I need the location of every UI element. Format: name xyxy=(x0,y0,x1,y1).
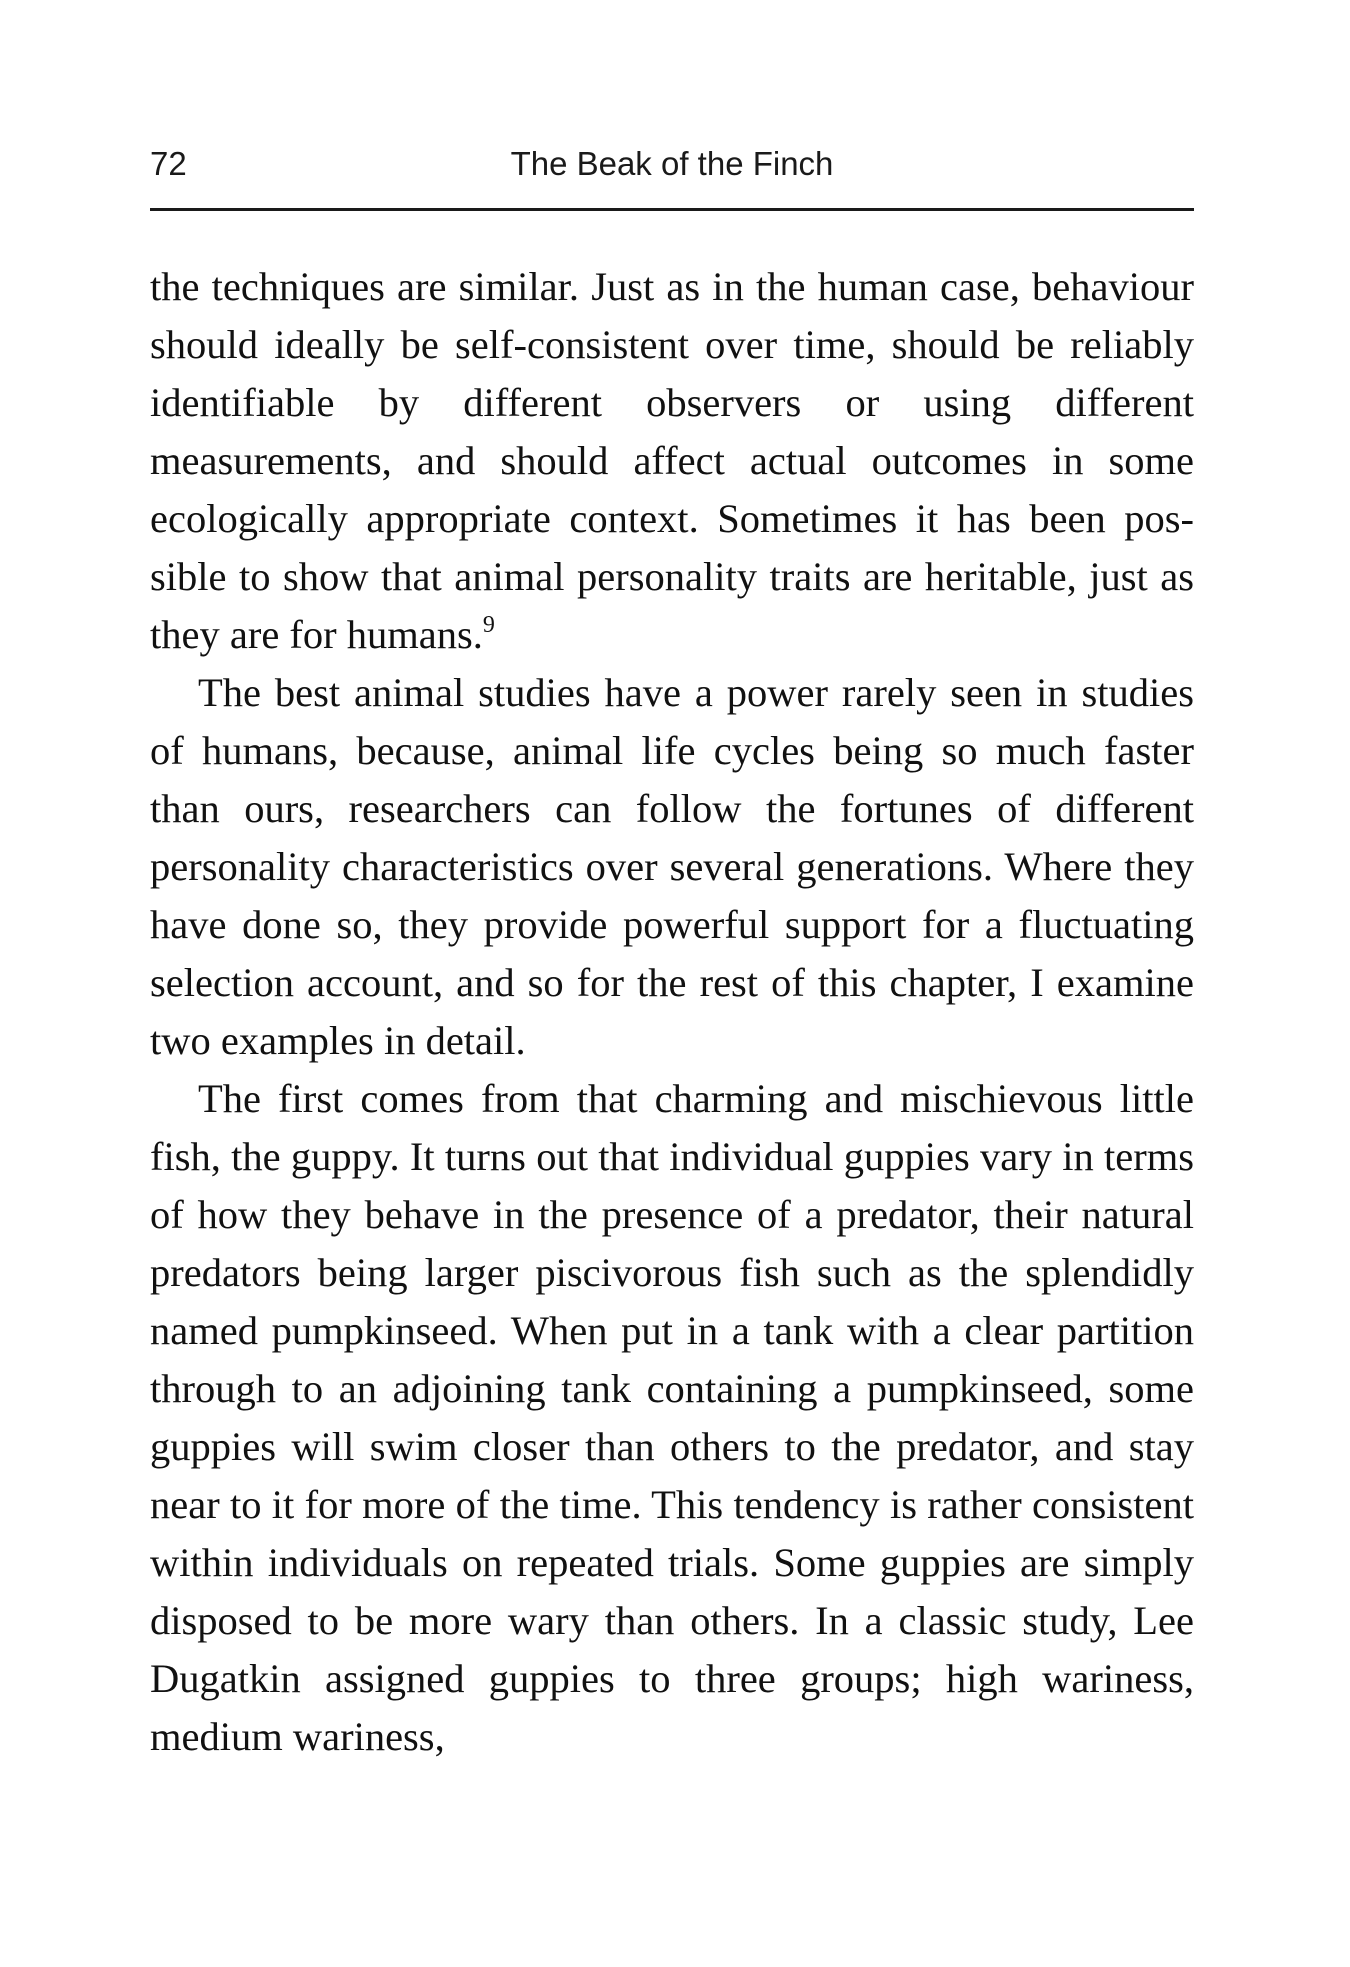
paragraph-2-text: The best animal studies have a power rarely seen in studies of humans, because, animal life cycles being so much faster than ours, researchers can follow the fortunes of different personality characteristics over several generations. Where they have done so, they provide powerful support for a fluctuating selection account, and so for the rest of this chapter, I examine two examples in detail. xyxy=(150,670,1194,1063)
paragraph-1-text: the techniques are similar. Just as in the human case, behaviour should ideally be self-consistent over time, should be reliably identifiable by different observers or using different measurements, and should affect actual outcomes in some ecologically appropriate context. Sometimes it has been possible to show that animal personality traits are heritable, just as they are for humans. xyxy=(150,264,1194,657)
page-number: 72 xyxy=(150,145,187,182)
running-header xyxy=(150,140,1194,188)
paragraph-1 xyxy=(150,258,1194,664)
paragraph-3-text: The first comes from that charming and mischievous little fish, the guppy. It turns out that individual guppies vary in terms of how they behave in the presence of a predator, their natural predators being larger piscivorous fish such as the splendidly named pumpkinseed. When put in a tank with a clear partition through to an adjoining tank containing a pumpkinseed, some guppies will swim closer than others to the predator, and stay near to it for more of the time. This tendency is rather consistent within individuals on repeated trials. Some guppies are simply disposed to be more wary than others. In a classic study, Lee Dugatkin assigned guppies to three groups; high wariness, medium wariness, xyxy=(150,1076,1194,1759)
header-rule xyxy=(150,208,1194,211)
paragraph-3 xyxy=(150,1070,1194,1766)
footnote-ref-9[interactable]: 9 xyxy=(482,612,495,638)
body-text xyxy=(150,258,1194,1766)
book-title: The Beak of the Finch xyxy=(510,145,834,182)
paragraph-2 xyxy=(150,664,1194,1070)
